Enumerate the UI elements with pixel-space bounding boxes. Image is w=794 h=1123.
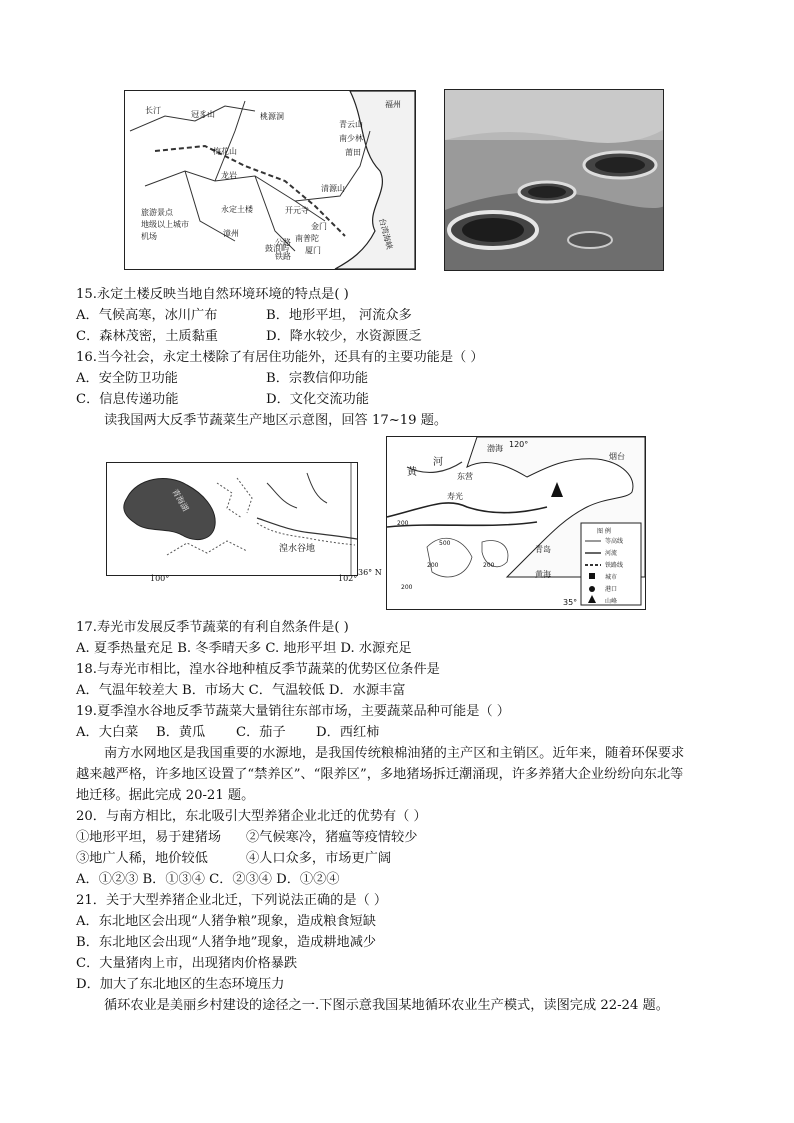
q16-option-c: C．信息传递功能 [76,392,179,407]
place-label: 厦门 [305,246,321,255]
contour-label: 200 [401,584,413,591]
tributaries [267,473,327,508]
legend-item: 港口 [605,586,618,593]
q15-option-d: D．降水较少，水资源匮乏 [266,329,422,344]
legend-item: 城市 [605,574,618,581]
tulou-photo-svg [445,90,663,270]
q21-option-a: A．东北地区会出现“人猪争粮”现象，造成粮食短缺 [76,914,376,929]
q19-option-c: C．茄子 [236,725,286,740]
qinghai-lake [124,479,215,540]
map-label: 东营 [457,472,473,481]
place-label: 福州 [385,100,401,109]
map-label: 渤海 [487,444,503,453]
place-label: 青云山 [339,120,363,129]
q16-option-d: D．文化交流功能 [266,392,369,407]
q20-statement-1: ①地形平坦，易于建猪场 [76,830,222,845]
q15-option-b: B．地形平坦， 河流众多 [266,308,412,323]
huangshui-valley-map [106,462,358,576]
place-label: 莆田 [345,148,361,157]
q18-options: A．气温年较差大 B．市场大 C．气温较低 D．水源丰富 [76,683,406,698]
map-label: 寿光 [447,492,463,501]
legend-item: 旅游景点 [141,208,173,217]
place-label: 金门 [311,222,327,231]
q15-option-c: C．森林茂密，土质黏重 [76,329,218,344]
legend-swatch [589,573,595,579]
q15-option-a: A．气候高寒，冰川广布 [76,308,218,323]
lon-label-left: 100° [150,574,170,583]
map-label: 青岛 [535,545,551,554]
lat-label: 36° N [358,568,382,577]
q19-stem: 19.夏季湟水谷地反季节蔬菜大量销往东部市场，主要蔬菜品种可能是（ ） [76,704,510,719]
q20-options: A．①②③ B．①③④ C．②③④ D．①②④ [76,872,340,887]
q21-option-c: C．大量猪肉上市，出现猪肉价格暴跌 [76,956,298,971]
place-label: 漳州 [223,229,239,238]
legend-item: 机场 [141,232,157,241]
lat-label: 35° [563,598,578,607]
lon-label: 120° [509,440,529,449]
place-label: 永定土楼 [221,205,253,214]
tulou-photo [444,89,664,271]
legend-item: 公路 [275,238,291,247]
legend-item: 铁路线 [605,562,624,569]
q21-stem: 21．关于大型养猪企业北迁，下列说法正确的是（ ） [76,893,388,908]
fujian-tourism-map [124,90,416,270]
passage-line: 地迁移。据此完成 20-21 题。 [76,788,255,803]
shandong-map-svg [387,437,645,609]
legend-item: 地级以上城市 [141,220,189,229]
map-label: 河 [433,457,443,468]
q19-option-d: D．西红柿 [316,725,380,740]
legend-item: 等高线 [605,538,624,545]
passage-line: 南方水网地区是我国重要的水源地，是我国传统粮棉油猪的主产区和主销区。近年来，随着环保要求 [104,746,685,761]
map-label: 黄 [407,467,417,478]
fujian-map-svg [125,91,415,269]
railways [387,503,547,527]
q16-option-a: A．安全防卫功能 [76,371,178,386]
coastline [335,91,415,269]
place-label: 开元寺 [285,206,309,215]
place-label: 清源山 [321,184,345,193]
place-label: 龙岩 [221,171,237,180]
q20-statement-2: ②气候寒冷，猪瘟等疫情较少 [246,830,418,845]
legend-item: 铁路 [275,252,291,261]
intro-17-19: 读我国两大反季节蔬菜生产地区示意图，回答 17~19 题。 [104,413,448,428]
q20-stem: 20．与南方相比，东北吸引大型养猪企业北迁的优势有（ ） [76,809,427,824]
place-label: 冠豸山 [191,110,215,119]
huangshui-river [257,518,357,539]
q20-statement-4: ④人口众多，市场更广阔 [246,851,392,866]
q18-stem: 18.与寿光市相比，湟水谷地种植反季节蔬菜的优势区位条件是 [76,662,440,677]
place-label: 长汀 [145,106,161,115]
contour-label: 200 [397,520,409,527]
map-label: 烟台 [609,452,625,461]
place-label: 南普陀 [295,234,319,243]
legend-title: 图 例 [597,528,611,535]
lake-label: 青海湖 [170,487,191,513]
place-label: 南少林 [339,134,363,143]
q15-stem: 15.永定土楼反映当地自然环境环境的特点是( ) [76,287,349,302]
intro-22-24: 循环农业是美丽乡村建设的途径之一.下图示意我国某地循环农业生产模式，读图完成 22-24 题。 [104,998,669,1013]
place-label: 桃源洞 [260,112,284,121]
q16-option-b: B．宗教信仰功能 [266,371,369,386]
legend-item: 山峰 [605,598,618,605]
place-label: 鼓浪屿 [265,244,289,253]
shouguang-map [386,436,646,610]
contour-label: 200 [483,562,495,569]
legend-item: 河流 [605,550,618,557]
map-label: 黄海 [535,570,551,579]
mountain-peak [551,482,563,497]
contour-label: 200 [427,562,439,569]
valley-label: 湟水谷地 [279,544,316,554]
q21-option-d: D．加大了东北地区的生态环境压力 [76,977,285,992]
q16-stem: 16.当今社会，永定土楼除了有居住功能外，还具有的主要功能是（ ） [76,350,484,365]
q19-option-b: B．黄瓜 [156,725,206,740]
q20-statement-3: ③地广人稀，地价较低 [76,851,208,866]
lon-label-right: 102° [338,574,358,583]
q19-option-a: A．大白菜 [76,725,139,740]
q17-options: A. 夏季热量充足 B. 冬季晴天多 C. 地形平坦 D. 水源充足 [76,641,412,656]
place-label: 梅花山 [213,147,237,156]
q17-stem: 17.寿光市发展反季节蔬菜的有利自然条件是( ) [76,620,349,635]
legend-swatch [589,586,595,592]
passage-line: 越来越严格，许多地区设置了“禁养区”、“限养区”，多地猪场拆迁潮涌现，许多养猪大企业纷纷向东北等 [76,767,684,782]
sea-label: 台湾海峡 [377,217,395,251]
q21-option-b: B．东北地区会出现“人猪争地”现象，造成耕地减少 [76,935,377,950]
contour-label: 500 [439,540,451,547]
qinghai-map-svg [107,463,357,575]
